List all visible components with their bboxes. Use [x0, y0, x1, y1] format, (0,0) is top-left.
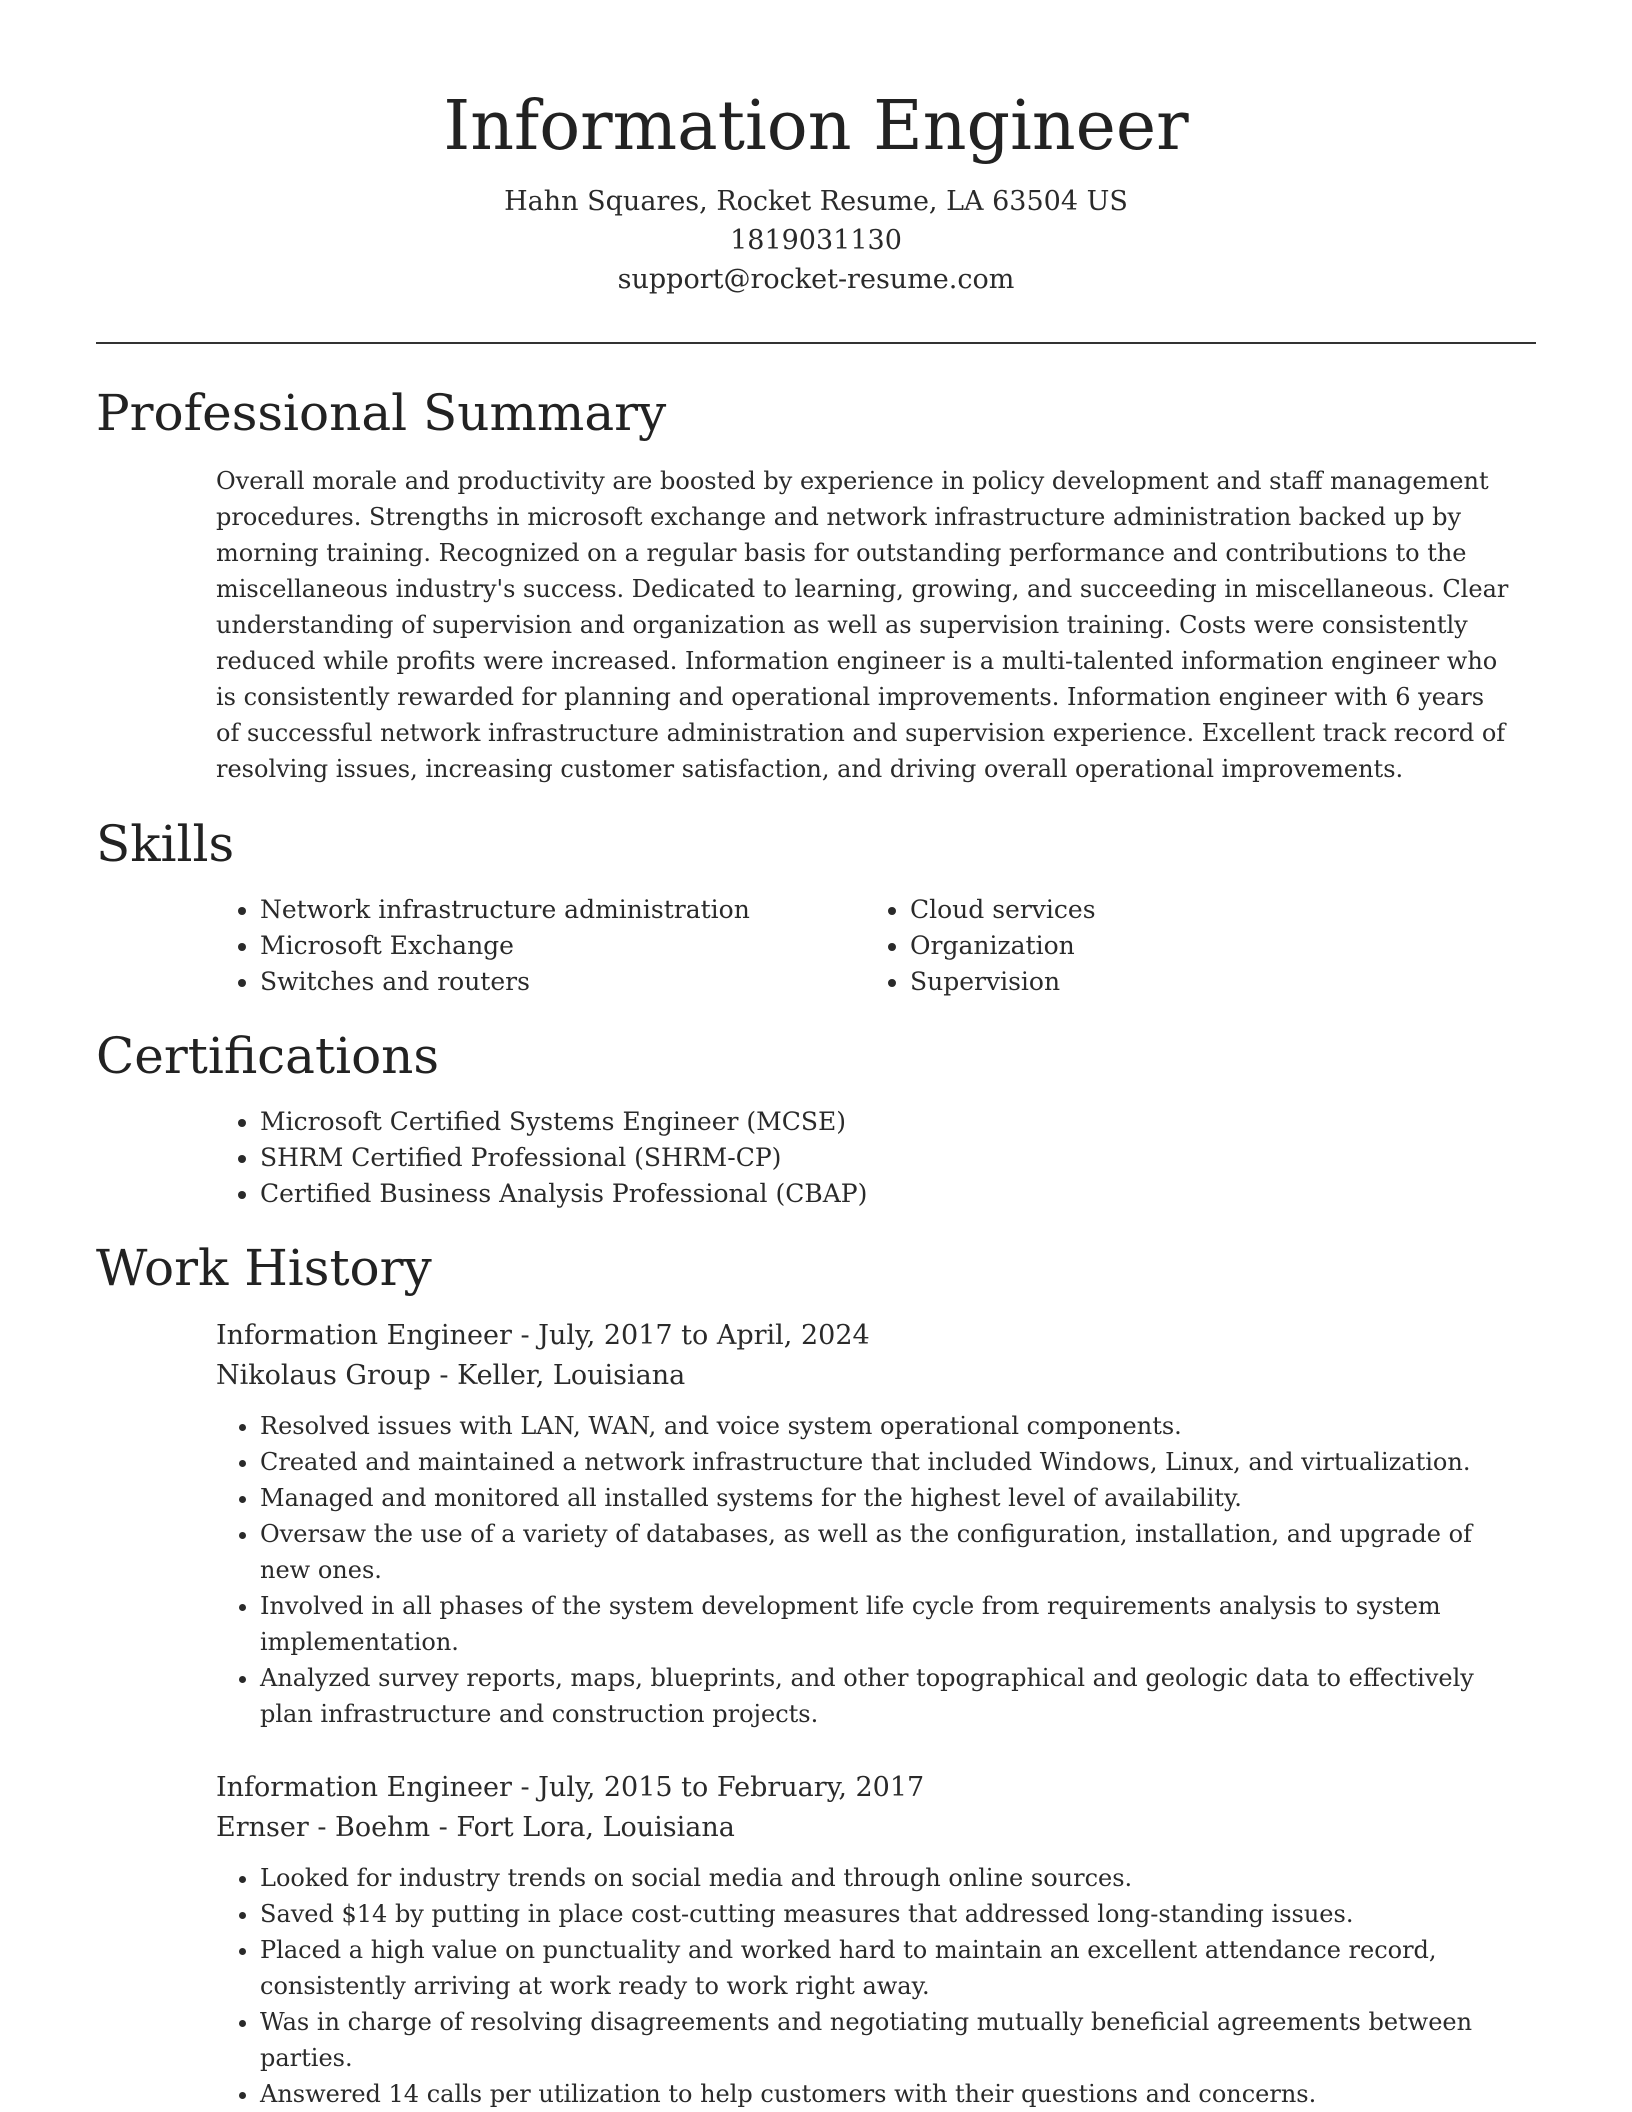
skills-list-right — [866, 892, 1506, 1000]
job-bullet: • Resolved issues with LAN, WAN, and voice system operational components. — [260, 1408, 1512, 1444]
job-entry — [216, 1768, 1512, 2112]
skill-item: • Cloud services — [910, 892, 1506, 928]
header-divider — [96, 342, 1536, 344]
certification-item: • Microsoft Certified Systems Engineer (MCSE) — [260, 1104, 867, 1140]
resume-name: Information Engineer — [443, 87, 1189, 166]
work-history-heading: Work History — [96, 1239, 432, 1297]
job-entry — [216, 1316, 1512, 1732]
skill-item: • Switches and routers — [260, 964, 856, 1000]
certification-item: • SHRM Certified Professional (SHRM-CP) — [260, 1140, 867, 1176]
job-bullet: • Involved in all phases of the system development life cycle from requirements analysis to system implementation. — [260, 1588, 1512, 1660]
summary-heading: Professional Summary — [96, 384, 667, 442]
job-bullet: • Placed a high value on punctuality and worked hard to maintain an excellent attendance record, consistently arriving at work ready to work right away. — [260, 1932, 1512, 2004]
job-bullet: • Managed and monitored all installed systems for the highest level of availability. — [260, 1480, 1512, 1516]
job-bullet: • Analyzed survey reports, maps, blueprints, and other topographical and geologic data to effectively plan infrastructure and construction projects. — [260, 1660, 1512, 1732]
job-company: Ernser - Boehm - Fort Lora, Louisiana — [216, 1812, 735, 1843]
job-company: Nikolaus Group - Keller, Louisiana — [216, 1360, 686, 1391]
job-bullet: • Answered 14 calls per utilization to help customers with their questions and concerns. — [260, 2076, 1512, 2112]
job-bullet: • Created and maintained a network infrastructure that included Windows, Linux, and virtualization. — [260, 1444, 1512, 1480]
skills-list-left — [216, 892, 856, 1000]
job-bullet: • Looked for industry trends on social media and through online sources. — [260, 1860, 1512, 1896]
certification-item: • Certified Business Analysis Professional (CBAP) — [260, 1176, 867, 1212]
skill-item: • Supervision — [910, 964, 1506, 1000]
job-title: Information Engineer - July, 2015 to February, 2017 — [216, 1772, 925, 1803]
contact-address: Hahn Squares, Rocket Resume, LA 63504 US — [504, 186, 1128, 217]
resume-header — [96, 82, 1536, 299]
contact-email[interactable]: support@rocket-resume.com — [617, 264, 1015, 295]
skill-item: • Microsoft Exchange — [260, 928, 856, 964]
contact-phone: 1819031130 — [730, 225, 902, 256]
job-title: Information Engineer - July, 2017 to April, 2024 — [216, 1320, 870, 1351]
certifications-list — [216, 1104, 867, 1212]
job-bullet: • Oversaw the use of a variety of databases, as well as the configuration, installation, and upgrade of new ones. — [260, 1516, 1512, 1588]
certifications-heading: Certifications — [96, 1027, 440, 1085]
job-bullet: • Saved $14 by putting in place cost-cutting measures that addressed long-standing issues. — [260, 1896, 1512, 1932]
job-bullet: • Was in charge of resolving disagreements and negotiating mutually beneficial agreements between parties. — [260, 2004, 1512, 2076]
skill-item: • Organization — [910, 928, 1506, 964]
skill-item: • Network infrastructure administration — [260, 892, 856, 928]
skills-heading: Skills — [96, 815, 235, 873]
summary-text: Overall morale and productivity are boosted by experience in policy development and staff management procedures. Strengths in microsoft exchange and network infrastructure administration backed up by morning training. Recognized on a regular basis for outstanding performance and contributions to the miscellaneous industry's success. Dedicated to learning, growing, and succeeding in miscellaneous. Clear understanding of supervision and organization as well as supervision training. Costs were consistently reduced while profits were increased. Information engineer is a multi-talented information engineer who is consistently rewarded for planning and operational improvements. Information engineer with 6 years of successful network infrastructure administration and supervision experience. Excellent track record of resolving issues, increasing customer satisfaction, and driving overall operational improvements. — [216, 467, 1509, 783]
